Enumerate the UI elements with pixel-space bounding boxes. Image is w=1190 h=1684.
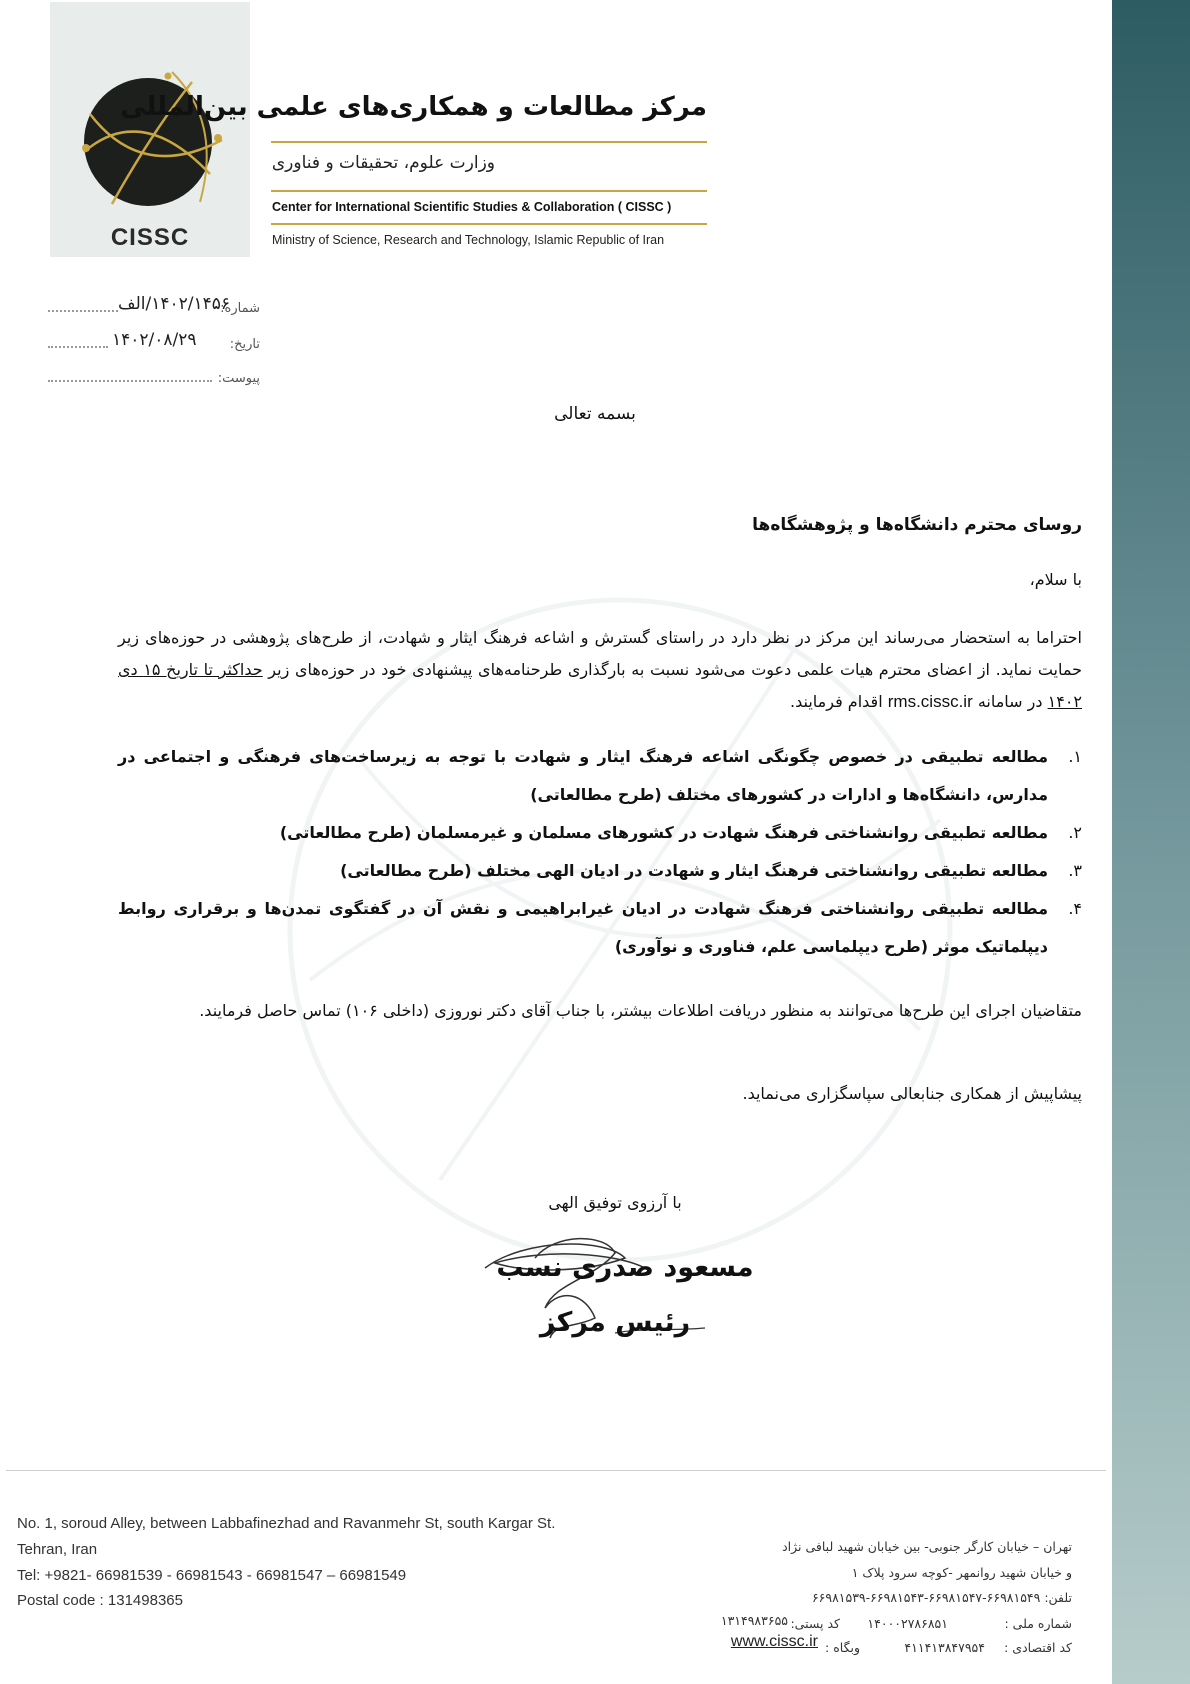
deadline-text: حداکثر تا تاریخ ۱۵ دی ۱۴۰۲: [118, 660, 1082, 711]
organization-name-fa: مرکز مطالعات و همکاری‌های علمی بین‌المللی: [120, 92, 707, 122]
footer-national-id: ۱۴۰۰۰۲۷۸۶۸۵۱: [867, 1616, 948, 1631]
list-item: ۱. مطالعه تطبیقی در خصوص چگونگی اشاعه فرهنگ ایثار و شهادت با توجه به زیرساخت‌های فرهنگی و اجتماعی در مدارس، دانشگاه‌ها و ادارات در کشورهای مختلف (طرح مطالعاتی): [118, 747, 1082, 804]
organization-name-en: Center for International Scientific Studies & Collaboration ( CISSC ): [272, 200, 672, 214]
reference-date-value: ۱۴۰۲/۰۸/۲۹: [112, 330, 197, 350]
footer-postal-label: کد پستی:: [790, 1616, 840, 1631]
cissc-logo: [50, 2, 250, 257]
salutation: با سلام،: [1029, 570, 1082, 589]
signer-title: رئیس مرکز: [539, 1307, 691, 1338]
footer-city-en: Tehran, Iran: [17, 1541, 98, 1558]
footer-address-fa: تهران – خیابان کارگر جنوبی- بین خیابان شهید لبافی نژاد: [782, 1539, 1072, 1554]
footer-economic-code: ۴۱۱۴۱۳۸۴۷۹۵۴: [904, 1640, 985, 1655]
footer-postal-code: ۱۳۱۴۹۸۳۶۵۵: [720, 1613, 788, 1628]
footer-phone-en: Tel: +9821- 66981539 - 66981543 - 66981547 – 66981549: [17, 1567, 407, 1584]
globe-logo-icon: [72, 62, 230, 220]
footer-website-label: وبگاه :: [825, 1640, 860, 1655]
reference-date-row: [48, 328, 260, 352]
reference-date-label: تاریخ:: [229, 337, 260, 352]
list-item: ۳. مطالعه تطبیقی روانشناختی فرهنگ ایثار و شهادت در ادیان الهی مختلف (طرح مطالعاتی): [340, 861, 1082, 880]
ministry-name-en: Ministry of Science, Research and Technology, Islamic Republic of Iran: [272, 233, 665, 247]
footer-postal-en: Postal code : 131498365: [17, 1592, 183, 1609]
list-item: ۴. مطالعه تطبیقی روانشناختی فرهنگ شهادت در ادیان غیرابراهیمی و نقش آن در گفتگوی تمدن‌ها و برقراری روابط دیپلماتیک موثر (طرح دیپلماسی علم، فناوری و نوآوری): [118, 899, 1082, 956]
logo-wordmark: CISSC: [110, 224, 190, 251]
footer-phone-fa: تلفن: ۶۶۹۸۱۵۴۹-۶۶۹۸۱۵۴۷-۶۶۹۸۱۵۴۳-۶۶۹۸۱۵۳۹: [811, 1590, 1072, 1605]
header-rule: [271, 190, 707, 192]
footer-address-en: No. 1, soroud Alley, between Labbafinezhad and Ravanmehr St, south Kargar St.: [17, 1515, 556, 1532]
footer-economic-label: کد اقتصادی :: [1004, 1640, 1072, 1655]
closing-wish: با آرزوی توفیق الهی: [548, 1193, 682, 1212]
header-rule: [271, 141, 707, 143]
reference-attachment-row: [48, 362, 260, 386]
reference-number-value: ۱۴۰۲/۱۴۵۶/الف: [118, 294, 231, 314]
signer-name: مسعود صدری نسب: [496, 1252, 754, 1283]
footer-website-link[interactable]: www.cissc.ir: [730, 1633, 818, 1650]
footer-rule: [6, 1470, 1106, 1471]
side-decorative-band: [1112, 0, 1190, 1684]
contact-paragraph: متقاضیان اجرای این طرح‌ها می‌توانند به منظور دریافت اطلاعات بیشتر، با جناب آقای دکتر نوروزی (داخلی ۱۰۶) تماس حاصل فرمایند.: [199, 1001, 1082, 1020]
reference-attachment-label: پیوست:: [217, 371, 260, 386]
research-topics-list: [118, 738, 1082, 966]
list-item: ۲. مطالعه تطبیقی روانشناختی فرهنگ شهادت در کشورهای مسلمان و غیرمسلمان (طرح مطالعاتی): [279, 823, 1082, 842]
reference-number-row: [48, 292, 260, 316]
intro-paragraph: احتراما به استحضار می‌رساند این مرکز در نظر دارد در راستای گسترش و اشاعه فرهنگ ایثار و شهادت، از طرح‌های پژوهشی در حوزه‌های زیر حمایت نماید. از اعضای محترم هیات علمی دعوت می‌شود نسبت به بارگذاری طرحنامه‌های پیشنهادی خود در حوزه‌های زیر حداکثر تا تاریخ ۱۵ دی ۱۴۰۲ در سامانه rms.cissc.ir اقدام فرمایند.: [118, 628, 1082, 711]
footer-national-id-label: شماره ملی :: [1004, 1616, 1072, 1631]
thanks-paragraph: پیشاپیش از همکاری جنابعالی سپاسگزاری می‌نماید.: [742, 1084, 1082, 1103]
ministry-name-fa: وزارت علوم، تحقیقات و فناوری: [271, 153, 495, 173]
addressee: روسای محترم دانشگاه‌ها و پژوهشگاه‌ها: [752, 515, 1082, 535]
reference-number-label: شماره:: [220, 301, 260, 316]
footer-street-fa: و خیابان شهید روانمهر -کوچه سرود پلاک ۱: [851, 1565, 1072, 1580]
submission-site: rms.cissc.ir: [887, 692, 973, 711]
header-rule: [271, 223, 707, 225]
bismillah: بسمه تعالی: [554, 404, 636, 424]
